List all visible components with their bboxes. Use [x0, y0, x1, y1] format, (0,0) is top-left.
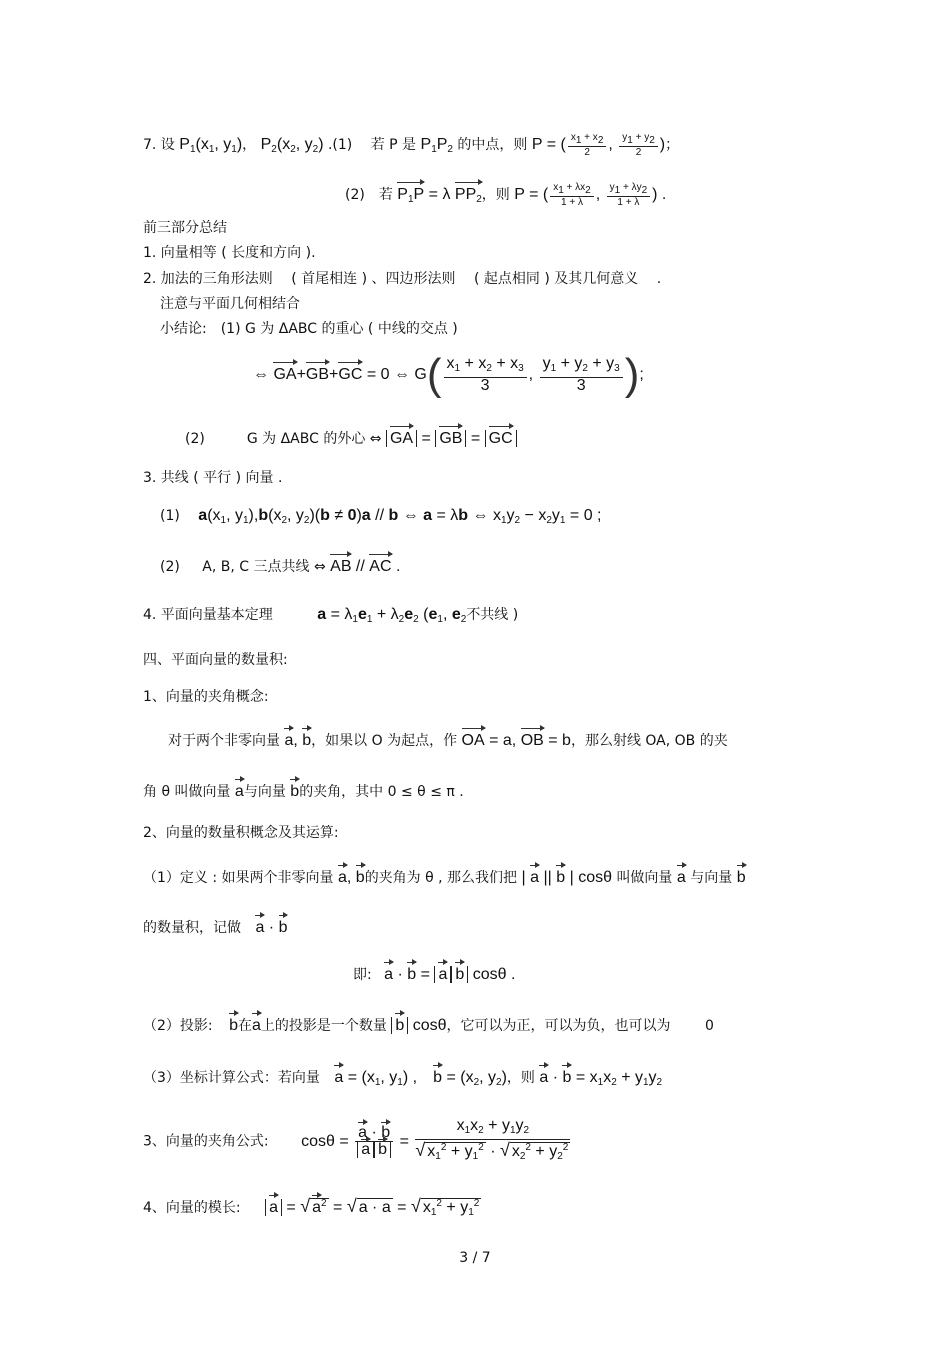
formula: GA = GB = GC — [386, 430, 517, 447]
text: 叫做向量 — [616, 870, 673, 886]
formula: a — [251, 1017, 261, 1034]
dot-def-1 — [143, 868, 746, 888]
dot-heading: 2、向量的数量积概念及其运算: — [143, 825, 339, 841]
formula: $a = \lambda_1e_1 + \lambda_2e_2$ ($e_1$, $e_2$ — [317, 606, 467, 625]
formula-division-point: P = ( $\frac{x_1 + \lambda x_2}{1 + \lambda}$ , $\frac{y_1 + \lambda y_2}{1 + \lambda}$ ) . — [514, 182, 667, 208]
text: 在 — [237, 1018, 252, 1034]
formula: $a = (x_1$, $y_1$) , $b = (x_2$, $y_2$) — [334, 1069, 507, 1088]
formula: a, b — [337, 869, 365, 886]
formula-ratio: $P_1P = \lambda$ $PP_2$ — [397, 186, 482, 203]
angle-heading: 1、向量的夹角概念: — [143, 689, 269, 705]
text: ，则 — [481, 187, 510, 204]
text: (2) G 为 ΔABC 的外心 ⇔ — [185, 431, 382, 447]
summary-1: 1. 向量相等 ( 长度和方向 ). — [143, 245, 316, 261]
summary-2: 2. 加法的三角形法则 ( 首尾相连 ) 、四边形法则 ( 起点相同 ) 及其几何意义 . — [143, 271, 662, 287]
item-7-line1 — [143, 132, 679, 160]
angle-def-1 — [168, 731, 728, 751]
text: 角 θ 叫做向量 — [143, 784, 231, 800]
formula: $a(x_1$, $y_1),b(x_2$, $y_2)(b \ne 0)a // b$ ⇔ a = λb ⇔ $x_1y_2 - x_2y_1 = 0$ ; — [198, 507, 602, 526]
formula: a, b — [284, 732, 312, 749]
text: 0 — [704, 1018, 714, 1034]
formula: AB // AC . — [330, 558, 401, 575]
text: 4. 平面向量基本定理 — [143, 607, 273, 623]
formula: OA = a, OB = b — [461, 732, 571, 749]
text: 与向量 — [243, 784, 286, 800]
formula-midpoint: P = ( $\frac{x_1 + x_2}{2}$ , $\frac{y_1 + y_2}{2}$ ) — [531, 132, 666, 158]
text: （2）投影: — [143, 1018, 213, 1034]
formula: b cosθ — [391, 1017, 446, 1034]
text: (1) — [160, 508, 180, 524]
text: .(1) 若 P 是 — [323, 137, 421, 154]
formula: a — [676, 869, 686, 886]
text: 与向量 — [690, 870, 733, 886]
text: 的中点，则 — [452, 137, 532, 154]
text: （3）坐标计算公式：若向量 — [143, 1070, 320, 1086]
angle-formula — [143, 1118, 572, 1168]
summary-2-conclusion: 小结论: (1) G 为 ΔABC 的重心 ( 中线的交点 ) — [160, 321, 458, 337]
text: ； — [665, 137, 680, 154]
formula-p2: $P_2(x_2$, $y_2$) — [260, 136, 324, 156]
text: ，则 — [506, 1070, 535, 1086]
formula: a = √ $a^2$ = √ a · a = √ $x_1^2 + y_1^2$ — [265, 1199, 481, 1216]
formula: cosθ = $\frac{a \cdot b}{\text{a b}}$ = $\frac{x_1x_2 + y_1y_2}{√ x_1^2 + y_1^2 \cdot √ x_2^2 + y_2^2}$ — [301, 1117, 569, 1162]
text: 即: — [353, 967, 372, 983]
formula: a — [234, 783, 244, 800]
summary-2-note: 注意与平面几何相结合 — [160, 296, 300, 312]
text: 不共线 ) — [466, 607, 519, 623]
magnitude-formula — [143, 1194, 481, 1223]
projection — [143, 1016, 714, 1036]
text: ， — [242, 137, 257, 154]
text: (2) 若 — [345, 187, 393, 204]
collinear-heading: 3. 共线 ( 平行 ) 向量 . — [143, 470, 283, 486]
formula: b — [229, 1017, 238, 1034]
text: ，它可以为正，可以为负，也可以为 — [446, 1018, 671, 1034]
dot-def-3 — [353, 965, 515, 985]
basic-theorem — [143, 605, 518, 630]
coordinate-formula — [143, 1068, 662, 1093]
text: 7. 设 — [143, 137, 175, 154]
text: 的数量积，记做 — [143, 920, 241, 936]
formula-p1p2: $P_1P_2$ — [420, 136, 453, 156]
formula-p1: $P_1(x_1$, $y_1$) — [179, 136, 243, 156]
collinear-2 — [160, 557, 400, 577]
text: 3、向量的夹角公式: — [143, 1133, 269, 1150]
collinear-1 — [160, 506, 601, 531]
centroid-formula — [253, 350, 644, 406]
text: 4、向量的模长: — [143, 1200, 241, 1216]
text: ，那么射线 OA, OB 的夹 — [570, 733, 728, 749]
formula: a · b — [255, 919, 288, 936]
text: A, B, C 三点共线 ⇔ — [202, 559, 326, 575]
circumcenter-line — [185, 429, 517, 449]
text: 上的投影是一个数量 — [260, 1018, 387, 1034]
text: 的夹角，其中 0 ≤ θ ≤ π . — [299, 784, 464, 800]
text: 的夹角为 θ , 那么我们把 — [364, 870, 518, 886]
section-4-heading: 四、平面向量的数量积: — [143, 652, 288, 668]
text: 对于两个非零向量 — [168, 733, 280, 749]
angle-def-2 — [143, 782, 464, 802]
summary-heading: 前三部分总结 — [143, 220, 227, 236]
text: (2) — [160, 559, 180, 575]
page-number: 3 / 7 — [459, 1250, 491, 1266]
text: （1）定义 : 如果两个非零向量 — [143, 870, 334, 886]
formula: ⇔ GA+GB+GC = 0 ⇔ G( $\frac{x_1 + x_2 + x_3}{3}$ , $\frac{y_1 + y_2 + y_3}{3}$ ); — [253, 350, 644, 399]
formula: a · b = a b cosθ . — [384, 966, 516, 983]
text: ，如果以 O 为起点，作 — [311, 733, 458, 749]
formula: b — [290, 783, 300, 800]
dot-def-2 — [143, 918, 287, 938]
formula: b — [736, 869, 746, 886]
item-7-line2 — [345, 182, 666, 210]
formula: | a || b | cosθ — [521, 869, 612, 886]
formula: $a \cdot b = x_1x_2 + y_1y_2$ — [539, 1069, 663, 1088]
